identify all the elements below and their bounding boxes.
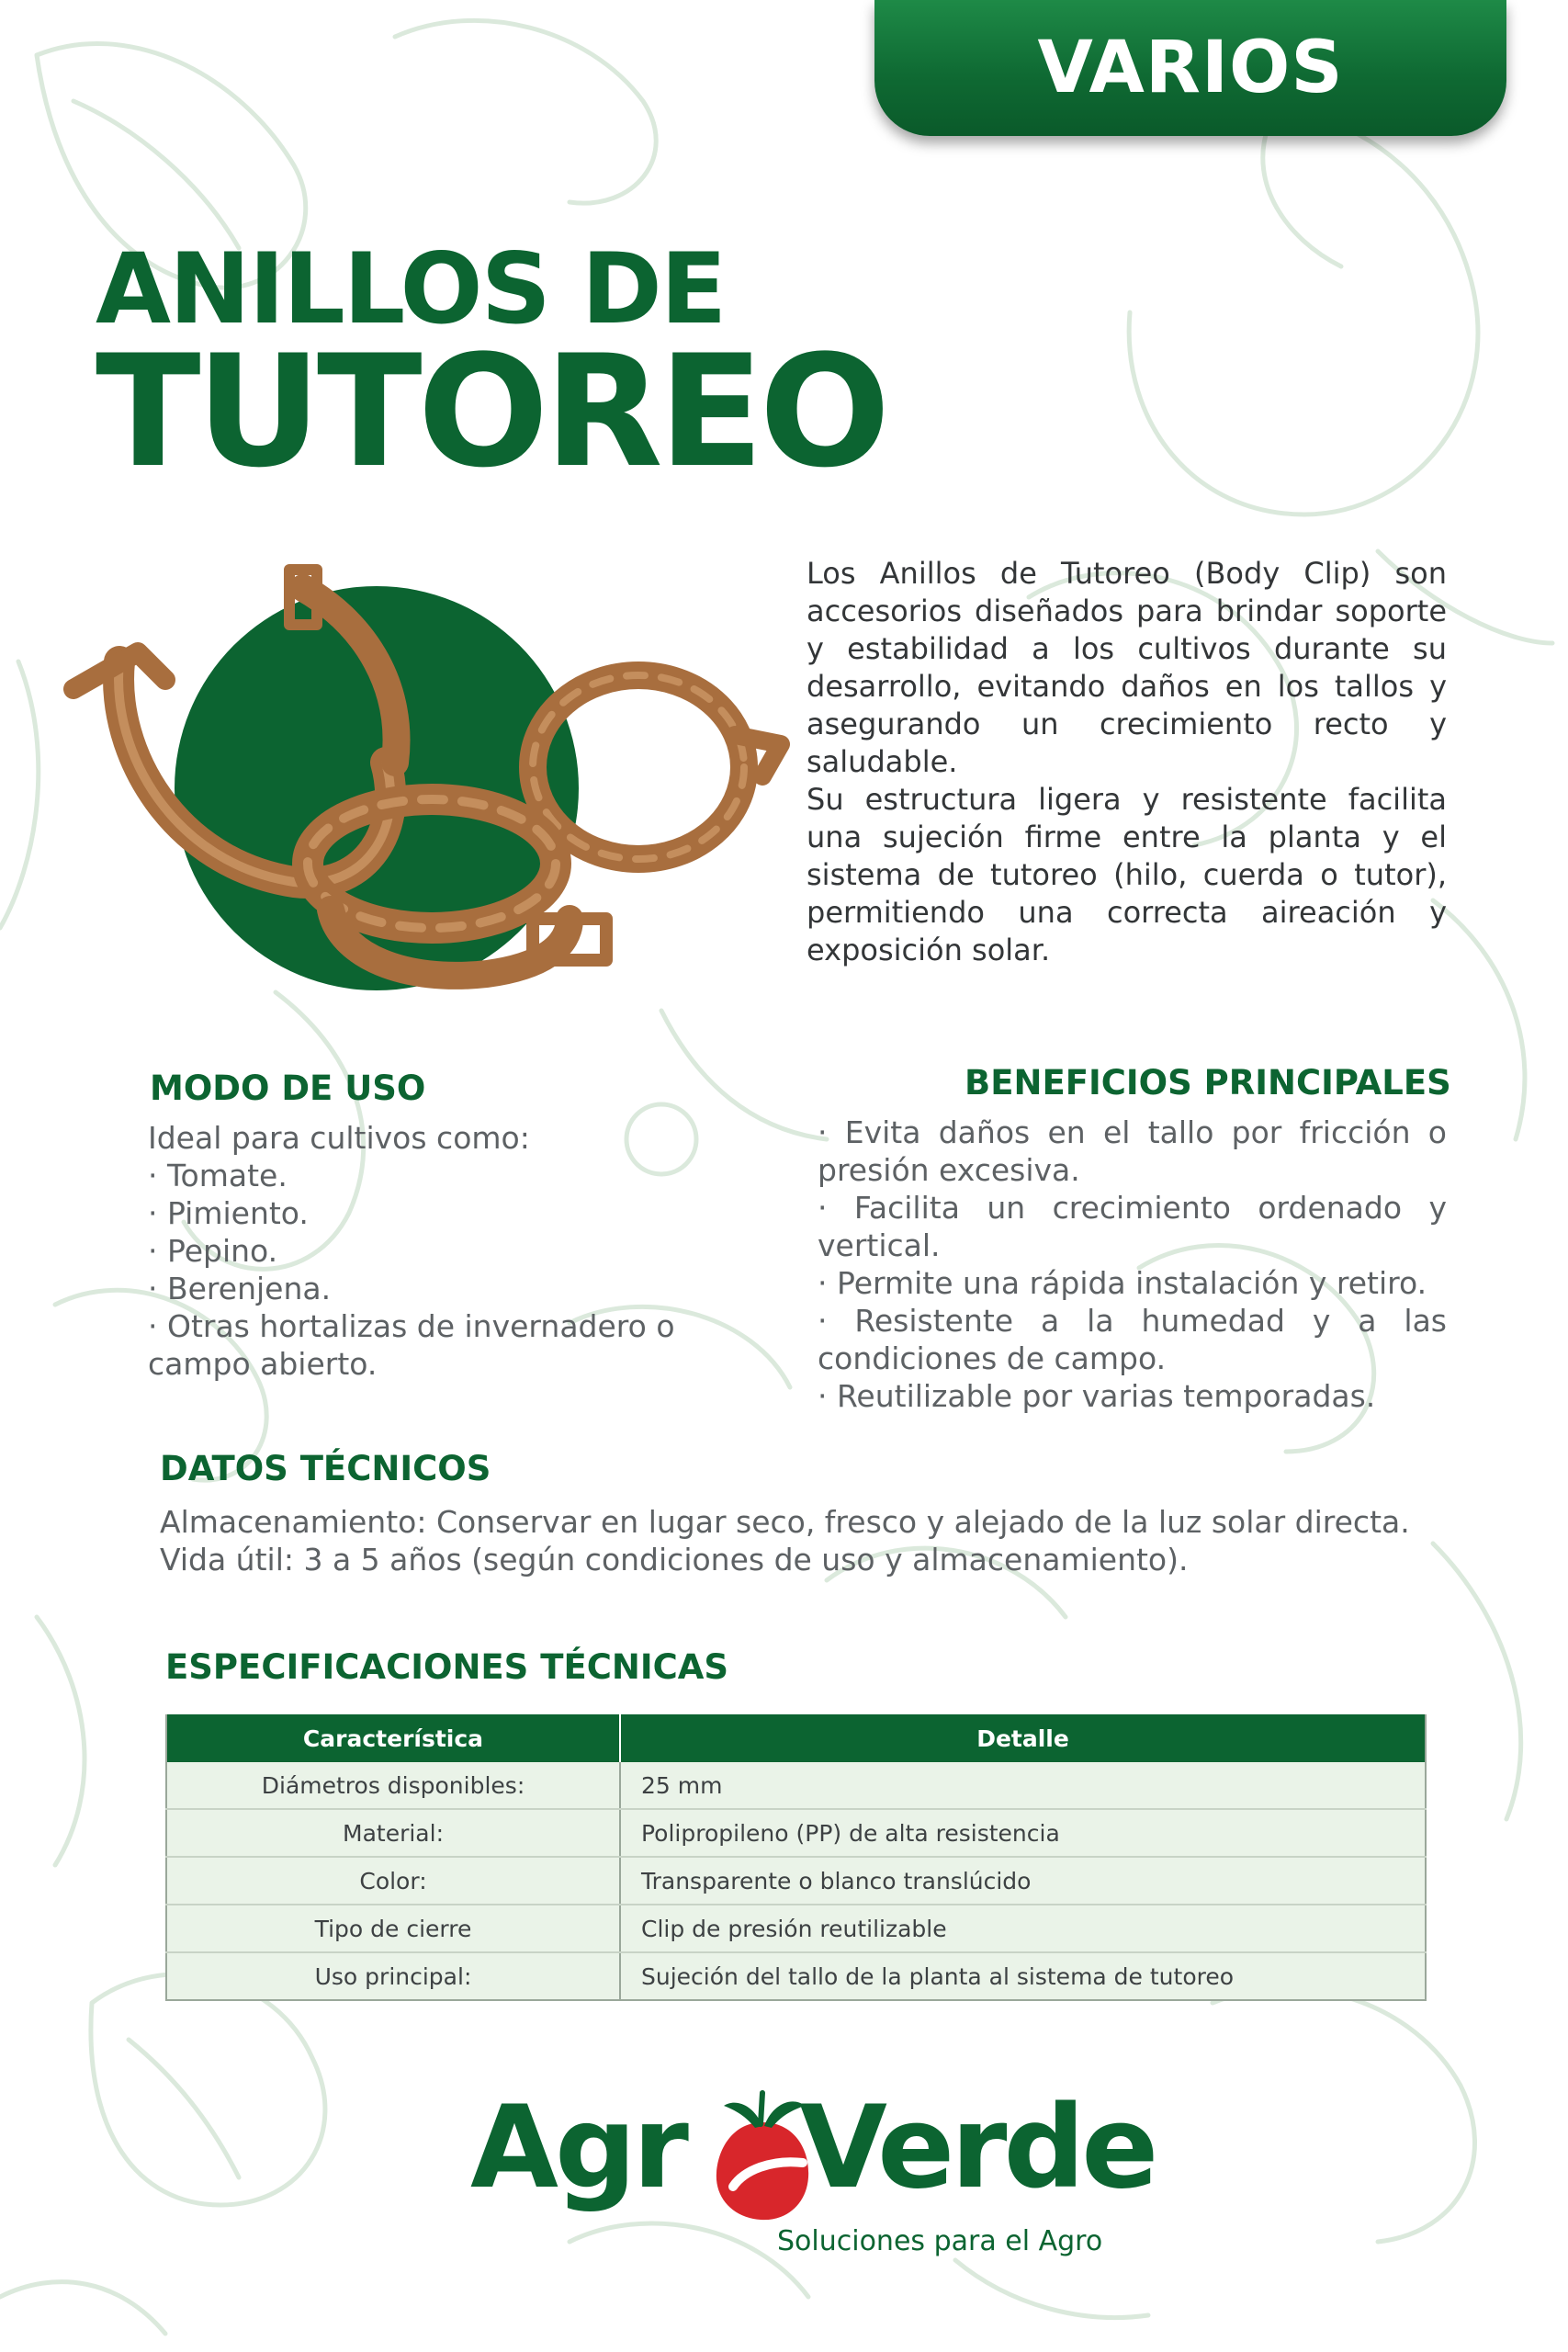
list-item: · Evita daños en el tallo por fricción o presión excesiva. [818,1114,1447,1188]
list-item: · Reutilizable por varias temporadas. [818,1378,1376,1414]
table-cell-detail: Sujeción del tallo de la planta al sistema de tutoreo [620,1952,1426,2000]
lifespan-line: Vida útil: 3 a 5 años (según condiciones de uso y almacenamiento). [160,1542,1189,1577]
product-description [807,555,1447,969]
product-title-line1: ANILLOS DE [96,232,726,345]
logo-tagline: Soluciones para el Agro [777,2225,1103,2257]
usage-list [148,1119,717,1383]
description-paragraph-2: Su estructura ligera y resistente facilita una sujeción firme entre la planta y el sistema de tutoreo (hilo, cuerda o tutor), permitiendo una correcta aireación y exposición solar. [807,782,1447,967]
table-cell-feature: Material: [166,1809,620,1857]
product-image-rings [55,551,790,1011]
usage-intro: Ideal para cultivos como: [148,1120,530,1156]
description-paragraph-1: Los Anillos de Tutoreo (Body Clip) son accesorios diseñados para brindar soporte y estabilidad a los cultivos durante su desarrollo, evitando daños en los tallos y asegurando un crecimiento recto y saludable. [807,556,1447,779]
table-header-row [166,1714,1426,1762]
technical-data-heading: DATOS TÉCNICOS [160,1449,491,1488]
product-title-line2: TUTOREO [96,322,886,502]
column-header-feature: Característica [166,1714,620,1762]
table-row [166,1905,1426,1952]
logo-word-agr: Agr [470,2082,685,2214]
list-item: · Tomate. [148,1158,288,1193]
column-header-detail: Detalle [620,1714,1426,1762]
table-cell-feature: Diámetros disponibles: [166,1762,620,1809]
storage-line: Almacenamiento: Conservar en lugar seco, fresco y alejado de la luz solar directa. [160,1504,1410,1540]
table-cell-feature: Uso principal: [166,1952,620,2000]
table-cell-detail: 25 mm [620,1762,1426,1809]
usage-heading: MODO DE USO [150,1069,426,1108]
specifications-heading: ESPECIFICACIONES TÉCNICAS [165,1647,729,1687]
table-cell-detail: Transparente o blanco translúcido [620,1857,1426,1905]
table-cell-detail: Clip de presión reutilizable [620,1905,1426,1952]
table-cell-feature: Color: [166,1857,620,1905]
table-cell-feature: Tipo de cierre [166,1905,620,1952]
list-item: · Berenjena. [148,1271,332,1306]
benefits-heading: BENEFICIOS PRINCIPALES [964,1063,1451,1102]
specifications-table [165,1714,1427,2001]
table-row [166,1762,1426,1809]
category-label: VARIOS [1037,27,1344,109]
table-row [166,1952,1426,2000]
list-item: · Permite una rápida instalación y retiro. [818,1265,1427,1301]
logo-word-verde: Verde [799,2082,1156,2214]
list-item: · Pepino. [148,1233,278,1269]
technical-data-text [160,1503,1483,1578]
list-item: · Facilita un crecimiento ordenado y vertical. [818,1190,1447,1263]
category-banner [874,0,1506,136]
agroverde-logo [459,2082,1156,2269]
list-item: · Pimiento. [148,1195,309,1231]
benefits-list [818,1114,1447,1415]
table-row [166,1809,1426,1857]
table-row [166,1857,1426,1905]
table-cell-detail: Polipropileno (PP) de alta resistencia [620,1809,1426,1857]
list-item: · Resistente a la humedad y a las condiciones de campo. [818,1303,1447,1376]
list-item: · Otras hortalizas de invernadero o campo abierto. [148,1308,675,1382]
